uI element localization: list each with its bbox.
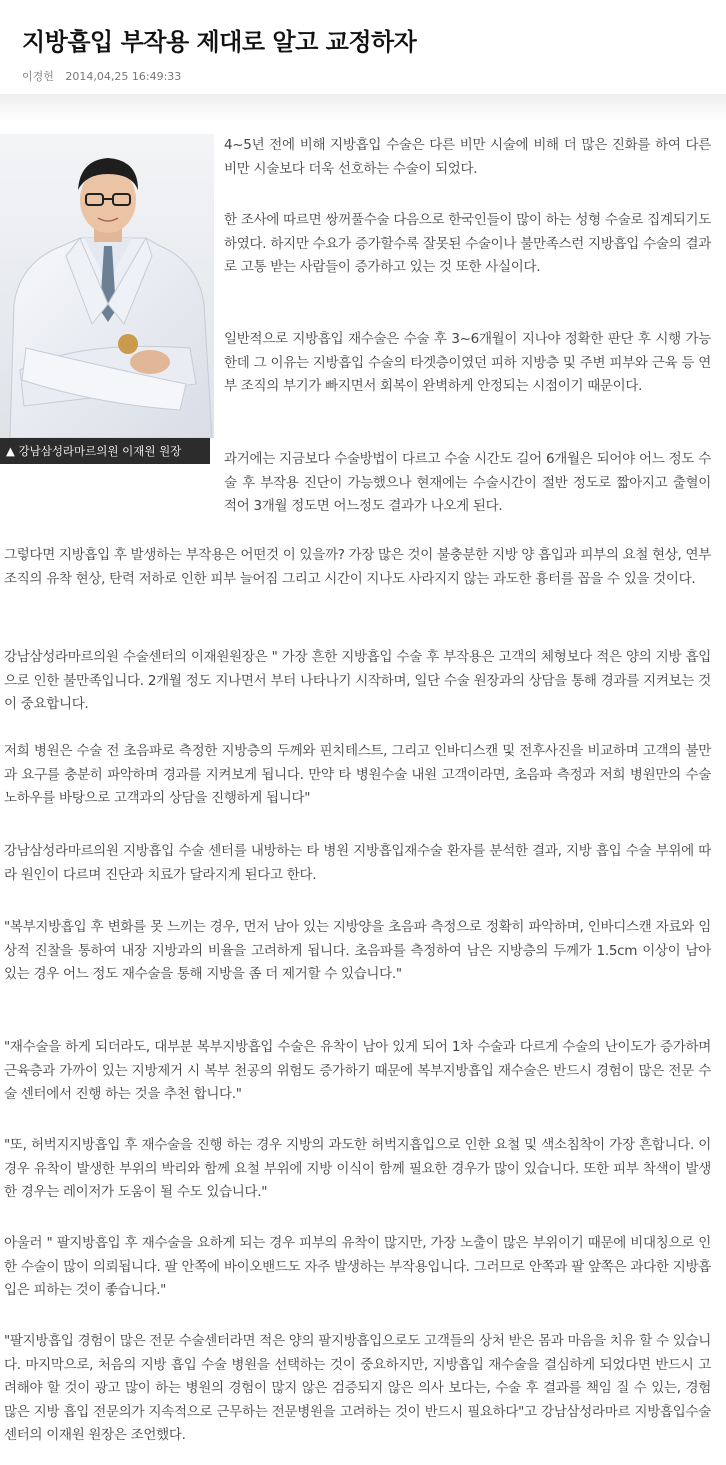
article-paragraph: "복부지방흡입 후 변화를 못 느끼는 경우, 먼저 남아 있는 지방양을 초음파 측정으로 정확히 파악하며, 인바디스캔 자료와 임상적 진찰을 통하여 내장 지방과의 비율을 고려하게 됩니다. 초음파를 측정하여 남은 지방층의 두께가 1.5cm 이상이 남아 있는 경우 어느 정도 재수술을 통해 지방을 좀 더 제거할 수 있습니다."	[4, 919, 711, 982]
doctor-photo	[0, 134, 214, 438]
doctor-portrait-image	[0, 134, 214, 438]
article-paragraph: 과거에는 지금보다 수술방법이 다르고 수술 시간도 길어 6개월은 되어야 어느 정도 수술 후 부작용 진단이 가능했으나 현재에는 수술시간이 절반 정도로 짧아지고 출혈이 적어 3개월 정도면 어느정도 결과가 나오게 된다.	[224, 451, 711, 514]
article-paragraph: 강남삼성라마르의원 수술센터의 이재원원장은 " 가장 흔한 지방흡입 수술 후 부작용은 고객의 체형보다 적은 양의 지방 흡입으로 인한 불만족입니다. 2개월 정도 지나면서 부터 나타나기 시작하며, 일단 수술 원장과의 상담을 통해 경과를 지켜보는 것이 중요합니다.	[4, 649, 711, 712]
article-title: 지방흡입 부작용 제대로 알고 교정하자	[22, 27, 417, 56]
article-paragraph: 아울러 " 팔지방흡입 후 재수술을 요하게 되는 경우 피부의 유착이 많지만, 가장 노출이 많은 부위이기 때문에 비대칭으로 인한 수술이 많이 의뢰됩니다. 팔 안쪽에 바이오밴드도 자주 발생하는 부작용입니다. 그러므로 안쪽과 팔 앞쪽은 과다한 지방흡입은 피하는 것이 좋습니다."	[4, 1235, 711, 1298]
article-paragraph: 4~5년 전에 비해 지방흡입 수술은 다른 비만 시술에 비해 더 많은 진화를 하여 다른 비만 시술보다 더욱 선호하는 수술이 되었다.	[224, 137, 711, 177]
article-paragraph: "재수술을 하게 되더라도, 대부분 복부지방흡입 수술은 유착이 남아 있게 되어 1차 수술과 다르게 수술의 난이도가 증가하며 근육층과 가까이 있는 지방제거 시 복부 천공의 위험도 증가하기 때문에 복부지방흡입 재수술은 반드시 경험이 많은 전문 수술 센터에서 진행 하는 것을 추천 합니다."	[4, 1039, 711, 1102]
article-paragraph: 저희 병원은 수술 전 초음파로 측정한 지방층의 두께와 핀치테스트, 그리고 인바디스캔 및 전후사진을 비교하며 고객의 불만과 요구를 충분히 파악하며 경과를 지켜보게 됩니다. 만약 타 병원수술 내원 고객이라면, 초음파 측정과 저희 병원만의 수술 노하우를 바탕으로 고객과의 상담을 진행하게 됩니다"	[4, 743, 711, 806]
article-paragraph: 일반적으로 지방흡입 재수술은 수술 후 3~6개월이 지나야 정확한 판단 후 시행 가능한데 그 이유는 지방흡입 수술의 타겟층이였던 피하 지방층 및 주변 피부와 근육 등 연부 조직의 부기가 빠지면서 회복이 완벽하게 안정되는 시점이기 때문이다.	[224, 331, 711, 394]
photo-caption: ▲ 강남삼성라마르의원 이재원 원장	[0, 438, 210, 464]
article-paragraph: 한 조사에 따르면 쌍꺼풀수술 다음으로 한국인들이 많이 하는 성형 수술로 집계되기도 하였다. 하지만 수요가 증가할수록 잘못된 수술이나 불만족스런 지방흡입 수술의 결과로 고통 받는 사람들이 증가하고 있는 것 또한 사실이다.	[224, 212, 711, 275]
article-paragraph: "또, 허벅지지방흡입 후 재수술을 진행 하는 경우 지방의 과도한 허벅지흡입으로 인한 요철 및 색소침착이 가장 흔합니다. 이 경우 유착이 발생한 부위의 박리와 함께 요철 부위에 지방 이식이 함께 필요한 경우가 많이 있습니다. 또한 피부 착색이 발생한 경우는 레이저가 도움이 될 수도 있습니다."	[4, 1137, 711, 1200]
author-name: 이경헌	[22, 70, 54, 83]
header-divider	[0, 94, 726, 122]
article-meta	[22, 68, 181, 84]
article-paragraph: "팔지방흡입 경험이 많은 전문 수술센터라면 적은 양의 팔지방흡입으로도 고객들의 상처 받은 몸과 마음을 치유 할 수 있습니다. 마지막으로, 처음의 지방 흡입 수술 병원을 선택하는 것이 중요하지만, 지방흡입 재수술을 결심하게 되었다면 반드시 고려해야 할 것이 광고 많이 하는 병원의 경험이 많지 않은 검증되지 않은 의사 보다는, 수술 후 결과를 책임 질 수 있는, 경험 많은 지방 흡입 전문의가 지속적으로 근무하는 전문병원을 고려하는 것이 반드시 필요하다"고 강남삼성라마르 지방흡입수술센터의 이재원 원장은 조언했다.	[4, 1333, 711, 1443]
publish-datetime: 2014,04,25 16:49:33	[65, 70, 182, 83]
article-paragraph: 강남삼성라마르의원 지방흡입 수술 센터를 내방하는 타 병원 지방흡입재수술 환자를 분석한 결과, 지방 흡입 수술 부위에 따라 원인이 다르며 진단과 치료가 달라지게 된다고 한다.	[4, 843, 711, 883]
article-paragraph: 그렇다면 지방흡입 후 발생하는 부작용은 어떤것 이 있을까? 가장 많은 것이 불충분한 지방 양 흡입과 피부의 요철 현상, 연부 조직의 유착 현상, 탄력 저하로 인한 피부 늘어짐 그리고 시간이 지나도 사라지지 않는 과도한 흉터를 꼽을 수 있을 것이다.	[4, 547, 712, 587]
